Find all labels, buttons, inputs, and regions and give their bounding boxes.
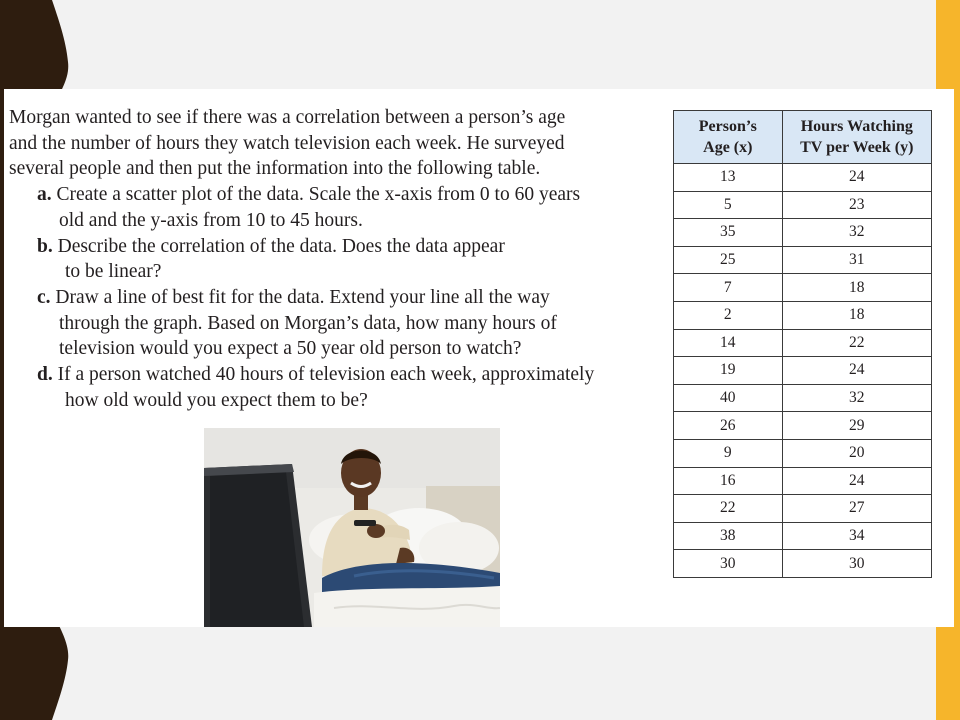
age-cell: 19 <box>674 357 783 385</box>
hours-cell: 31 <box>782 246 931 274</box>
hours-cell: 32 <box>782 384 931 412</box>
age-cell: 9 <box>674 439 783 467</box>
table-row <box>674 495 932 523</box>
table-row <box>674 219 932 247</box>
part-a-label: a. <box>37 184 52 206</box>
hours-cell: 24 <box>782 467 931 495</box>
part-c-line-3: television would you expect a 50 year old person to watch? <box>59 338 522 360</box>
content-panel <box>4 89 954 627</box>
hours-cell: 23 <box>782 191 931 219</box>
part-d-label: d. <box>37 364 53 386</box>
header-age-line-1: Person’s <box>698 118 757 135</box>
table-row <box>674 329 932 357</box>
part-a-line-1: Create a scatter plot of the data. Scale the x-axis from 0 to 60 years <box>56 184 581 206</box>
age-cell: 16 <box>674 467 783 495</box>
hours-cell: 24 <box>782 164 931 192</box>
table-row <box>674 522 932 550</box>
intro-line-3: several people and then put the information into the following table. <box>9 158 541 180</box>
header-age-line-2: Age (x) <box>703 139 753 156</box>
part-a-line-2: old and the y-axis from 10 to 45 hours. <box>59 209 363 231</box>
header-hours-watching <box>782 111 931 164</box>
table-row <box>674 191 932 219</box>
age-cell: 7 <box>674 274 783 302</box>
age-cell: 26 <box>674 412 783 440</box>
header-hours-line-2: TV per Week (y) <box>800 139 914 156</box>
part-b <box>37 234 659 260</box>
hours-cell: 18 <box>782 301 931 329</box>
age-cell: 2 <box>674 301 783 329</box>
table-row <box>674 412 932 440</box>
table-header-row <box>674 111 932 164</box>
table-row <box>674 467 932 495</box>
part-d-line-2: how old would you expect them to be? <box>65 389 368 411</box>
table-row <box>674 384 932 412</box>
problem-text <box>9 105 659 413</box>
age-cell: 14 <box>674 329 783 357</box>
table-row <box>674 301 932 329</box>
hours-cell: 34 <box>782 522 931 550</box>
age-cell: 13 <box>674 164 783 192</box>
part-b-label: b. <box>37 235 53 257</box>
part-d <box>37 362 659 388</box>
table-row <box>674 246 932 274</box>
table-row <box>674 357 932 385</box>
header-hours-line-1: Hours Watching <box>800 118 913 135</box>
table-row <box>674 439 932 467</box>
age-cell: 5 <box>674 191 783 219</box>
hours-cell: 20 <box>782 439 931 467</box>
intro-line-2: and the number of hours they watch television each week. He surveyed <box>9 132 565 154</box>
hours-cell: 27 <box>782 495 931 523</box>
part-c-line-2: through the graph. Based on Morgan’s data, how many hours of <box>59 312 557 334</box>
part-a <box>37 182 659 208</box>
part-c-label: c. <box>37 286 51 308</box>
age-cell: 35 <box>674 219 783 247</box>
age-cell: 25 <box>674 246 783 274</box>
man-watching-tv-photo <box>204 428 500 627</box>
age-cell: 40 <box>674 384 783 412</box>
part-c <box>37 285 659 311</box>
part-d-line-1: If a person watched 40 hours of television each week, approximately <box>57 364 595 386</box>
part-b-line-1: Describe the correlation of the data. Does the data appear <box>57 235 505 257</box>
hours-cell: 22 <box>782 329 931 357</box>
table-row <box>674 164 932 192</box>
age-cell: 22 <box>674 495 783 523</box>
header-persons-age <box>674 111 783 164</box>
hours-cell: 30 <box>782 550 931 578</box>
hours-cell: 29 <box>782 412 931 440</box>
part-c-line-1: Draw a line of best fit for the data. Extend your line all the way <box>55 286 550 308</box>
hours-cell: 18 <box>782 274 931 302</box>
part-b-line-2: to be linear? <box>65 261 162 283</box>
intro-line-1: Morgan wanted to see if there was a correlation between a person’s age <box>9 107 566 128</box>
table-row <box>674 550 932 578</box>
table-row <box>674 274 932 302</box>
age-cell: 30 <box>674 550 783 578</box>
hours-cell: 24 <box>782 357 931 385</box>
age-cell: 38 <box>674 522 783 550</box>
age-vs-tv-hours-table <box>673 110 932 578</box>
hours-cell: 32 <box>782 219 931 247</box>
